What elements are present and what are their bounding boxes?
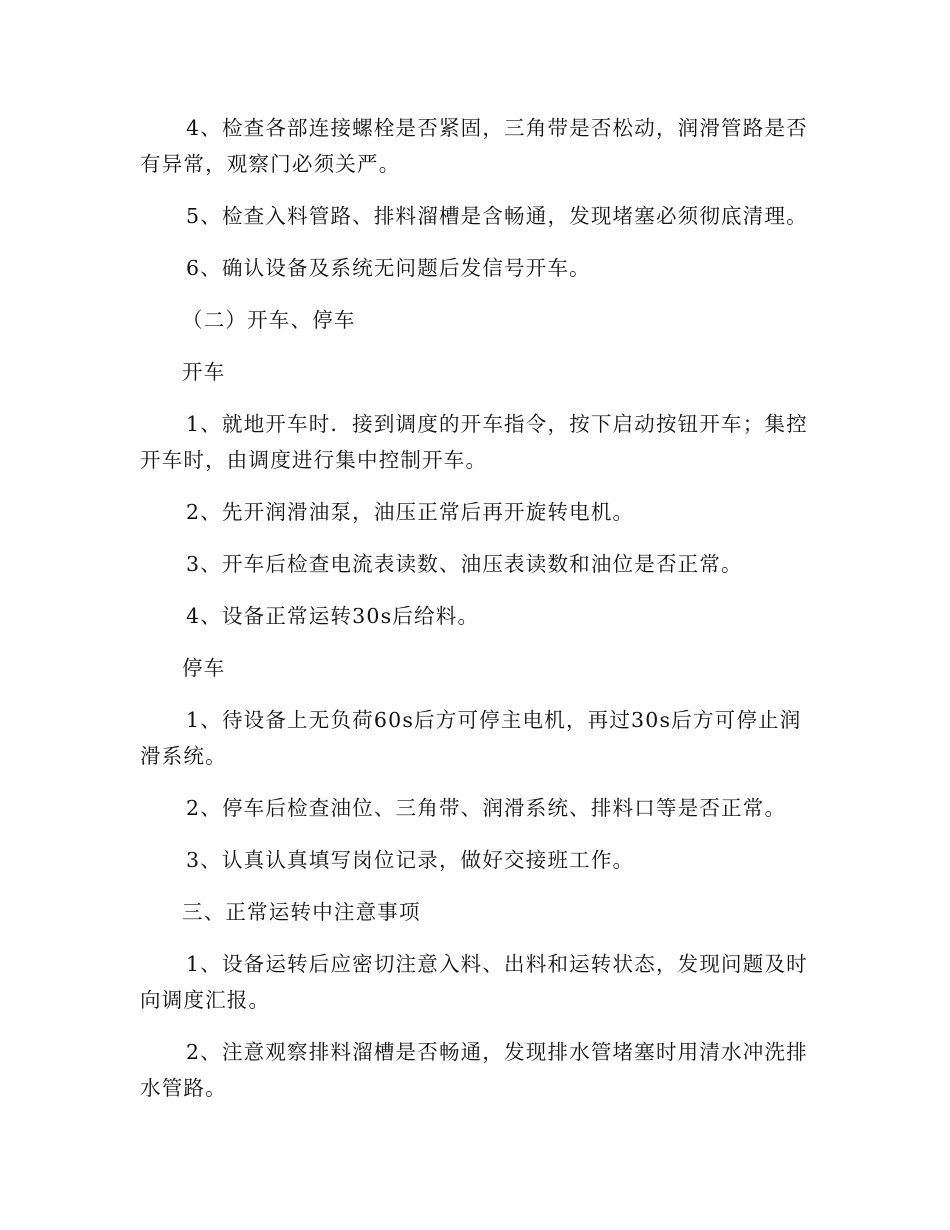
paragraph-confirm-start: 6、确认设备及系统无问题后发信号开车。 bbox=[186, 256, 591, 280]
paragraph-operation-1: 1、设备运转后应密切注意入料、出料和运转状态，发现问题及时向调度汇报。 bbox=[140, 952, 808, 1012]
paragraph-start-1: 1、就地开车时．接到调度的开车指令，按下启动按钮开车；集控开车时，由调度进行集中控制开车。 bbox=[140, 412, 808, 472]
paragraph-stop-1: 1、待设备上无负荷60s后方可停主电机，再过30s后方可停止润滑系统。 bbox=[140, 708, 802, 768]
subheading-start: 开车 bbox=[182, 360, 226, 384]
section-heading-start-stop: （二）开车、停车 bbox=[182, 308, 356, 332]
paragraph-start-2: 2、先开润滑油泵，油压正常后再开旋转电机。 bbox=[186, 500, 635, 524]
paragraph-stop-3: 3、认真认真填写岗位记录，做好交接班工作。 bbox=[186, 848, 635, 872]
paragraph-start-4: 4、设备正常运转30s后给料。 bbox=[186, 604, 480, 628]
paragraph-start-3: 3、开车后检查电流表读数、油压表读数和油位是否正常。 bbox=[186, 552, 743, 576]
document-body bbox=[140, 110, 810, 1122]
paragraph-check-bolts: 4、检查各部连接螺栓是否紧固，三角带是否松动，润滑管路是否有异常，观察门必须关严。 bbox=[140, 116, 808, 176]
paragraph-operation-2: 2、注意观察排料溜槽是否畅通，发现排水管堵塞时用清水冲洗排水管路。 bbox=[140, 1040, 808, 1100]
paragraph-check-feed-pipes: 5、检查入料管路、排料溜槽是含畅通，发现堵塞必须彻底清理。 bbox=[186, 204, 808, 228]
subheading-stop: 停车 bbox=[182, 656, 226, 680]
section-heading-operation-notes: 三、正常运转中注意事项 bbox=[182, 900, 421, 924]
paragraph-stop-2: 2、停车后检查油位、三角带、润滑系统、排料口等是否正常。 bbox=[186, 796, 787, 820]
